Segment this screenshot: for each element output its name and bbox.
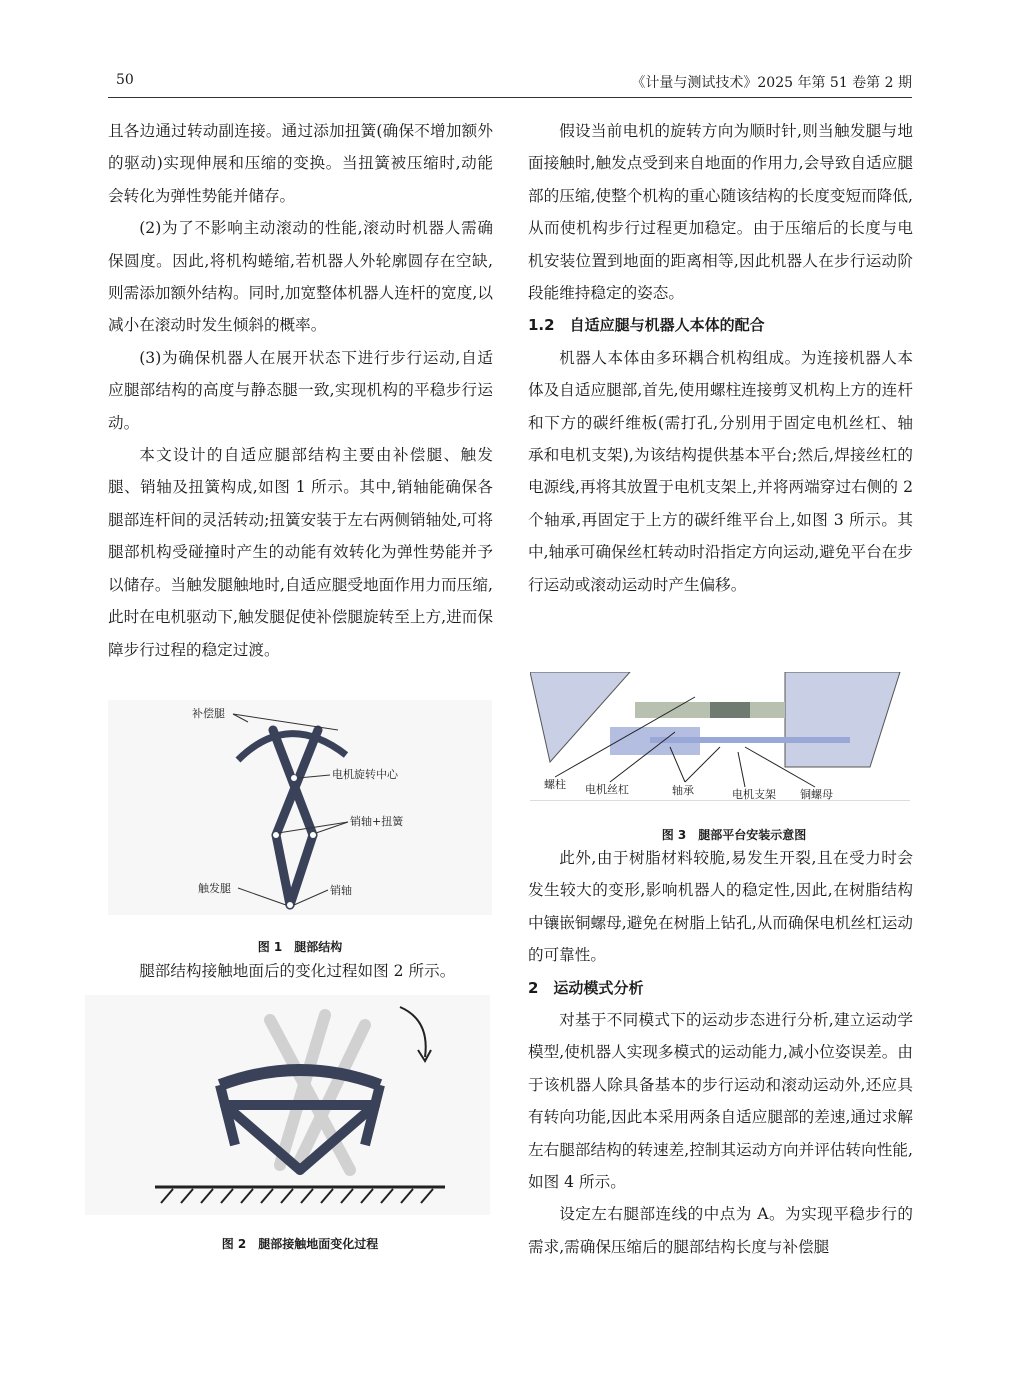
figure-1-caption: 图 1 腿部结构 <box>257 940 343 954</box>
label-compensation-leg: 补偿腿 <box>192 707 225 720</box>
running-header: 《计量与测试技术》2025 年第 51 卷第 2 期 <box>631 75 912 91</box>
label-copper-nut: 铜螺母 <box>800 788 833 801</box>
left-text-2 <box>108 955 493 987</box>
section-heading-2: 2 运动模式分析 <box>528 978 644 997</box>
label-stud: 螺柱 <box>544 778 566 791</box>
left-text-1 <box>108 115 493 666</box>
label-motor-center: 电机旋转中心 <box>332 768 398 781</box>
paragraph: 假设当前电机的旋转方向为顺时针,则当触发腿与地面接触时,触发点受到来自地面的作用力,会导致自适应腿部的压缩,使整个机构的重心随该结构的长度变短而降低,从而使机构步行过程更加稳定。由于压缩后的长度与电机安装位置到地面的距离相等,因此机器人在步行运动阶段能维持稳定的姿态。 <box>528 122 913 303</box>
paragraph: 机器人本体由多环耦合机构组成。为连接机器人本体及自适应腿部,首先,使用螺柱连接剪叉机构上方的连杆和下方的碳纤维板(需打孔,分别用于固定电机丝杠、轴承和电机支架),为该结构提供基本平台;然后,焊接丝杠的电源线,再将其放置于电机支架上,并将两端穿过右侧的 2 个轴承,再固定于上方的碳纤维平台上,如图 3 所示。其中,轴承可确保丝杠转动时沿指定方向运动,避免平台在步行运动或滚动运动时产生偏移。 <box>528 348 913 594</box>
label-trigger-leg: 触发腿 <box>198 882 231 895</box>
label-motor-bracket: 电机支架 <box>732 788 776 801</box>
paragraph: (3)为确保机器人在展开状态下进行步行运动,自适应腿部结构的高度与静态腿一致,实现机构的平稳步行运动。 <box>108 348 493 432</box>
right-text-1 <box>528 115 913 601</box>
figure-3-caption: 图 3 腿部平台安装示意图 <box>661 828 807 842</box>
paragraph: (2)为了不影响主动滚动的性能,滚动时机器人需确保圆度。因此,将机构蜷缩,若机器人外轮廓圆存在空缺,则需添加额外结构。同时,加宽整体机器人连杆的宽度,以减小在滚动时发生倾斜的概率。 <box>108 219 493 335</box>
figure-3-platform-installation <box>530 672 910 802</box>
label-pin-spring: 销轴+扭簧 <box>350 815 404 828</box>
header-rule <box>108 97 912 98</box>
section-heading-1-2: 1.2 自适应腿与机器人本体的配合 <box>528 316 765 335</box>
figure-1-leg-structure <box>108 700 492 915</box>
right-text-2 <box>528 842 913 1263</box>
label-bearing: 轴承 <box>672 784 694 797</box>
figure-2-caption: 图 2 腿部接触地面变化过程 <box>221 1237 379 1251</box>
label-lead-screw: 电机丝杠 <box>585 783 629 796</box>
paragraph: 且各边通过转动副连接。通过添加扭簧(确保不增加额外的驱动)实现伸展和压缩的变换。当扭簧被压缩时,动能会转化为弹性势能并储存。 <box>108 122 493 205</box>
label-pin: 销轴 <box>330 884 352 897</box>
page-number: 50 <box>116 72 134 88</box>
paragraph: 腿部结构接触地面后的变化过程如图 2 所示。 <box>139 962 456 980</box>
paragraph: 设定左右腿部连线的中点为 A。为实现平稳步行的需求,需确保压缩后的腿部结构长度与补偿腿 <box>528 1205 913 1256</box>
paragraph: 此外,由于树脂材料较脆,易发生开裂,且在受力时会发生较大的变形,影响机器人的稳定性,因此,在树脂结构中镶嵌铜螺母,避免在树脂上钻孔,从而确保电机丝杠运动的可靠性。 <box>528 849 913 965</box>
figure-2-ground-contact <box>85 995 490 1215</box>
paragraph: 对基于不同模式下的运动步态进行分析,建立运动学模型,使机器人实现多模式的运动能力,减小位姿误差。由于该机器人除具备基本的步行运动和滚动运动外,还应具有转向功能,因此本采用两条自适应腿部的差速,通过求解左右腿部结构的转速差,控制其运动方向并评估转向性能,如图 4 所示。 <box>528 1011 913 1192</box>
paragraph: 本文设计的自适应腿部结构主要由补偿腿、触发腿、销轴及扭簧构成,如图 1 所示。其中,销轴能确保各腿部连杆间的灵活转动;扭簧安装于左右两侧销轴处,可将腿部机构受碰撞时产生的动能有效转化为弹性势能并予以储存。当触发腿触地时,自适应腿受地面作用力而压缩,此时在电机驱动下,触发腿促使补偿腿旋转至上方,进而保障步行过程的稳定过渡。 <box>108 446 493 659</box>
